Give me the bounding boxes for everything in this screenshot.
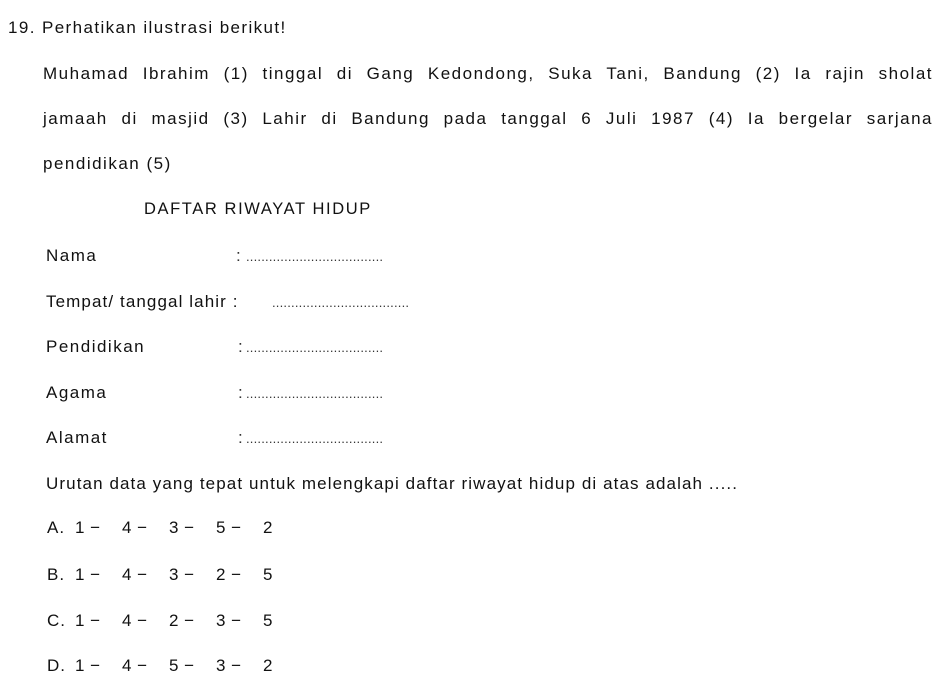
form-heading: DAFTAR RIWAYAT HIDUP <box>144 200 372 218</box>
option-a-item-3: 3 − <box>169 518 195 537</box>
option-a-letter: A. <box>47 518 66 537</box>
form-colon-nama: : <box>236 246 241 265</box>
option-c-item-2: 4 − <box>122 611 148 630</box>
option-d-item-3: 5 − <box>169 656 195 675</box>
option-d-item-2: 4 − <box>122 656 148 675</box>
form-blank-nama: .................................... <box>246 249 384 264</box>
option-c-item-3: 2 − <box>169 611 195 630</box>
form-blank-tempat-tanggal-lahir: .................................... <box>272 295 410 310</box>
form-blank-agama: .................................... <box>246 386 384 401</box>
form-label-alamat: Alamat <box>46 428 108 447</box>
form-label-tempat-tanggal-lahir: Tempat/ tanggal lahir : <box>46 292 239 311</box>
form-blank-alamat: .................................... <box>246 431 384 446</box>
option-d-sequence <box>75 656 310 676</box>
option-c-item-1: 1 − <box>75 611 101 630</box>
paragraph-line-3: pendidikan (5) <box>43 154 172 173</box>
option-c-letter: C. <box>47 611 66 630</box>
form-colon-alamat: : <box>238 428 243 447</box>
option-b-item-5: 5 <box>263 565 273 584</box>
option-c-item-4: 3 − <box>216 611 242 630</box>
option-a-item-4: 5 − <box>216 518 242 537</box>
form-blank-pendidikan: .................................... <box>246 340 384 355</box>
option-a-sequence <box>75 518 310 538</box>
form-label-agama: Agama <box>46 383 108 402</box>
option-b-item-1: 1 − <box>75 565 101 584</box>
option-b-item-3: 3 − <box>169 565 195 584</box>
option-d-item-1: 1 − <box>75 656 101 675</box>
option-d-item-4: 3 − <box>216 656 242 675</box>
form-label-nama: Nama <box>46 246 98 265</box>
form-colon-pendidikan: : <box>238 337 243 356</box>
option-c-item-5: 5 <box>263 611 273 630</box>
option-d-letter: D. <box>47 656 66 675</box>
option-b-item-4: 2 − <box>216 565 242 584</box>
option-a-item-5: 2 <box>263 518 273 537</box>
option-d-item-5: 2 <box>263 656 273 675</box>
form-label-pendidikan: Pendidikan <box>46 337 146 356</box>
question-instruction: Urutan data yang tepat untuk melengkapi daftar riwayat hidup di atas adalah ..... <box>46 474 739 493</box>
form-colon-agama: : <box>238 383 243 402</box>
option-a-item-1: 1 − <box>75 518 101 537</box>
option-a-item-2: 4 − <box>122 518 148 537</box>
option-c-sequence <box>75 611 310 631</box>
option-b-sequence <box>75 565 310 585</box>
paragraph-line-1: Muhamad Ibrahim (1) tinggal di Gang Kedondong, Suka Tani, Bandung (2) Ia rajin sholat <box>43 64 933 83</box>
question-title: 19. Perhatikan ilustrasi berikut! <box>8 18 287 37</box>
option-b-item-2: 4 − <box>122 565 148 584</box>
paragraph-line-2: jamaah di masjid (3) Lahir di Bandung pada tanggal 6 Juli 1987 (4) Ia bergelar sarjana <box>43 109 933 128</box>
option-b-letter: B. <box>47 565 66 584</box>
